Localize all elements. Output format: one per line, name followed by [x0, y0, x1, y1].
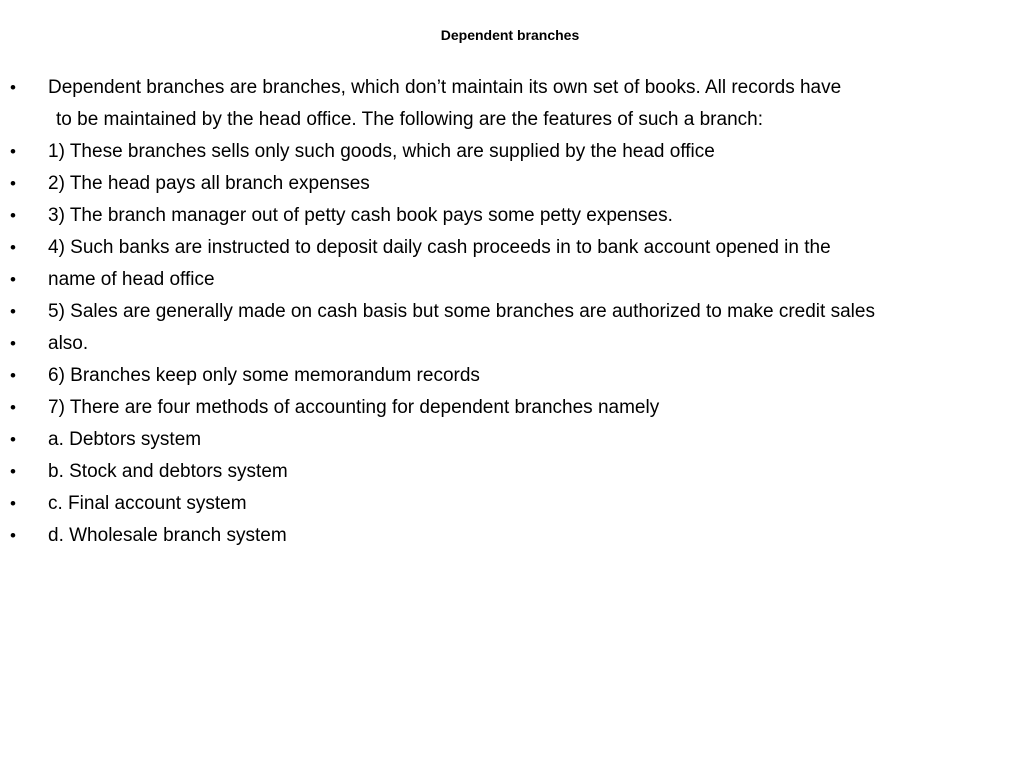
bullet-text: c. Final account system: [48, 493, 247, 514]
bullet-item: [0, 488, 1000, 520]
bullet-text: to be maintained by the head office. The following are the features of such a branch:: [56, 109, 763, 130]
bullet-icon: •: [10, 142, 16, 161]
bullet-item: [0, 296, 1000, 328]
bullet-icon: •: [10, 430, 16, 449]
bullet-continuation: [0, 104, 1000, 136]
bullet-list: [0, 72, 1000, 552]
bullet-icon: •: [10, 174, 16, 193]
bullet-icon: •: [10, 238, 16, 257]
bullet-item: [0, 200, 1000, 232]
bullet-item: [0, 424, 1000, 456]
bullet-item: [0, 168, 1000, 200]
bullet-text: 3) The branch manager out of petty cash book pays some petty expenses.: [48, 205, 673, 226]
bullet-icon: •: [10, 270, 16, 289]
bullet-icon: •: [10, 206, 16, 225]
bullet-item: [0, 232, 1000, 264]
bullet-text: also.: [48, 333, 89, 354]
bullet-icon: •: [10, 398, 16, 417]
bullet-item: [0, 264, 1000, 296]
bullet-item: [0, 360, 1000, 392]
slide-title: Dependent branches: [440, 27, 580, 43]
bullet-text: 7) There are four methods of accounting for dependent branches namely: [48, 397, 660, 418]
bullet-text: a. Debtors system: [48, 429, 202, 450]
bullet-item: [0, 136, 1000, 168]
bullet-icon: •: [10, 462, 16, 481]
bullet-text: Dependent branches are branches, which don’t maintain its own set of books. All records have: [48, 77, 842, 98]
bullet-text: 4) Such banks are instructed to deposit daily cash proceeds in to bank account opened in the: [48, 237, 831, 258]
bullet-text: 5) Sales are generally made on cash basis but some branches are authorized to make credit sales: [48, 301, 875, 322]
bullet-item: [0, 456, 1000, 488]
bullet-icon: •: [10, 366, 16, 385]
bullet-text: 2) The head pays all branch expenses: [48, 173, 370, 194]
bullet-text: b. Stock and debtors system: [48, 461, 288, 482]
bullet-item: [0, 392, 1000, 424]
bullet-text: d. Wholesale branch system: [48, 525, 287, 546]
bullet-text: name of head office: [48, 269, 215, 290]
bullet-icon: •: [10, 78, 16, 97]
bullet-text: 6) Branches keep only some memorandum records: [48, 365, 480, 386]
bullet-icon: •: [10, 334, 16, 353]
bullet-icon: •: [10, 494, 16, 513]
bullet-text: 1) These branches sells only such goods, which are supplied by the head office: [48, 141, 715, 162]
bullet-item: [0, 72, 1000, 104]
bullet-item: [0, 328, 1000, 360]
bullet-item: [0, 520, 1000, 552]
bullet-icon: •: [10, 526, 16, 545]
bullet-icon: •: [10, 302, 16, 321]
